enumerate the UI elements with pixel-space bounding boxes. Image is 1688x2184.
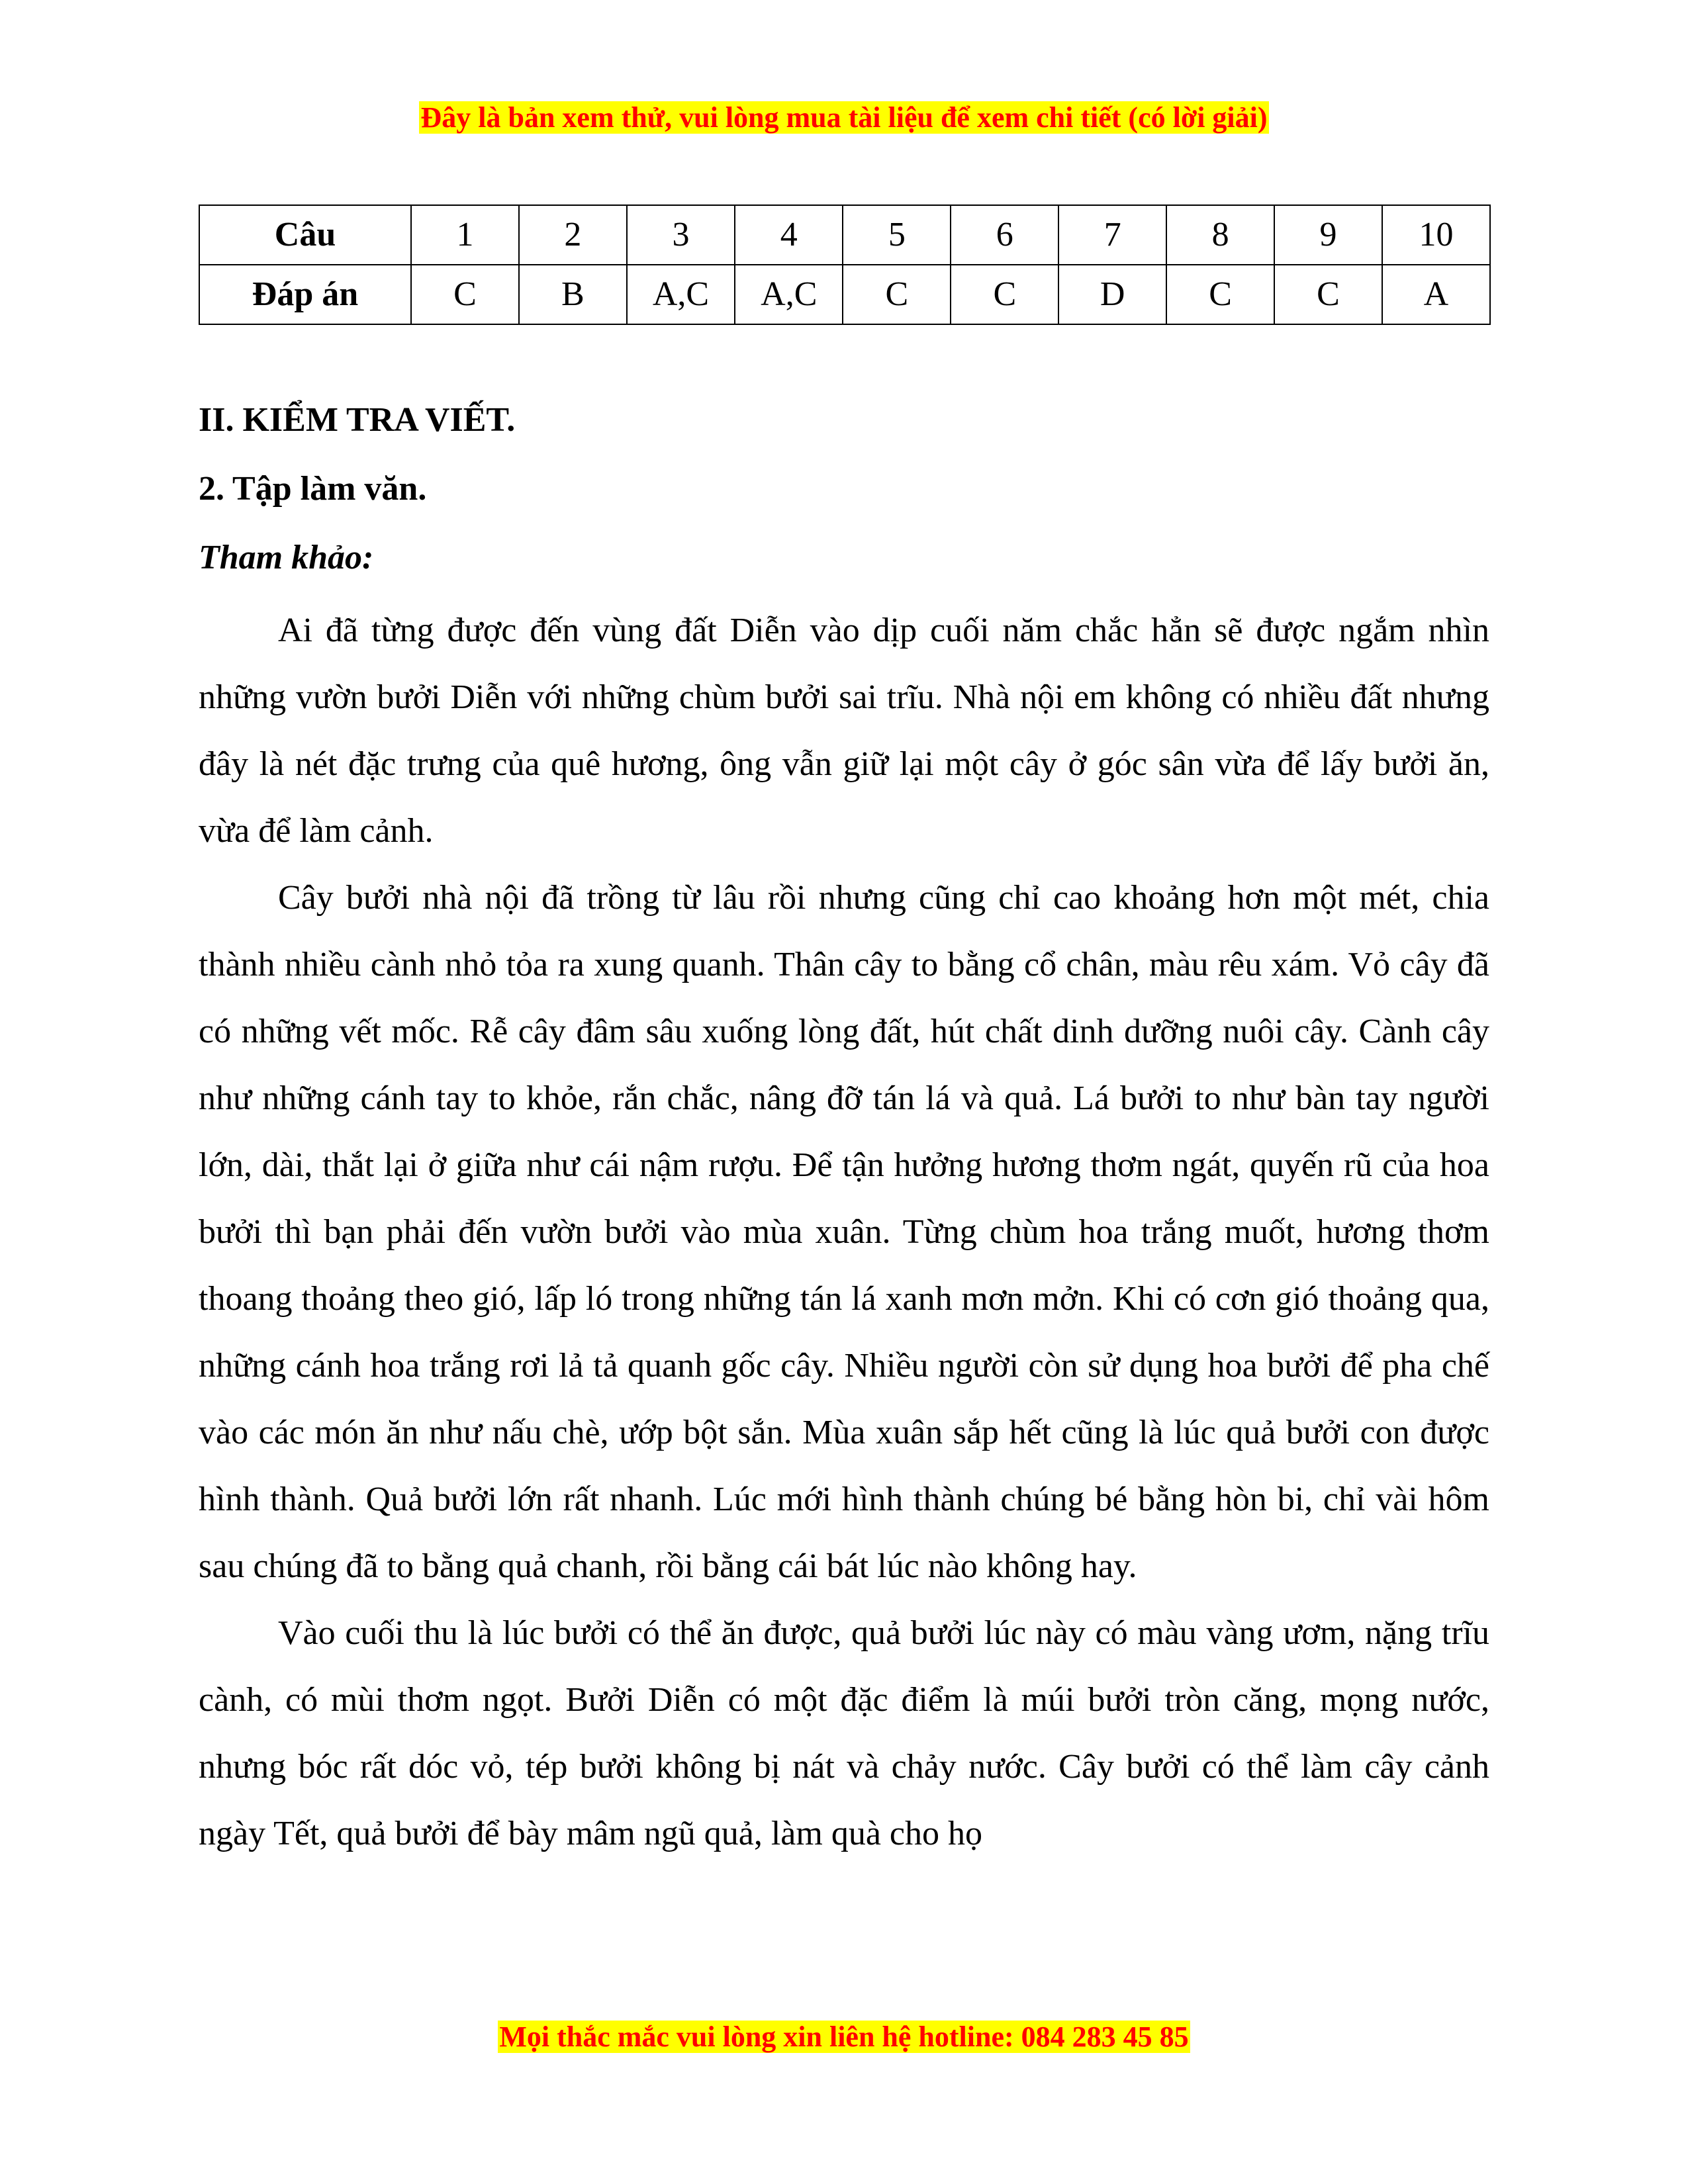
essay-paragraph: Vào cuối thu là lúc bưởi có thể ăn được, quả bưởi lúc này có màu vàng ươm, nặng trĩu cành, có mùi thơm ngọt. Bưởi Diễn có một đặc điểm là múi bưởi tròn căng, mọng nước, nhưng bóc rất dóc vỏ, tép bưởi không bị nát và chảy nước. Cây bưởi có thể làm cây cảnh ngày Tết, quả bưởi để bày mâm ngũ quả, làm quà cho họ — [199, 1614, 1489, 1852]
answer-value: C — [951, 265, 1058, 324]
subsection-title: 2. Tập làm văn. — [199, 470, 427, 508]
answer-value: C — [843, 265, 951, 324]
answer-table-answer-row — [199, 265, 1490, 324]
answer-value: B — [519, 265, 627, 324]
answer-value: C — [1166, 265, 1274, 324]
answer-value: A — [1382, 265, 1490, 324]
question-number: 3 — [627, 205, 735, 265]
question-number: 4 — [735, 205, 843, 265]
answer-value: A,C — [735, 265, 843, 324]
footer-notice — [0, 2019, 1688, 2056]
answer-table — [199, 205, 1491, 325]
essay-paragraph: Ai đã từng được đến vùng đất Diễn vào dịp cuối năm chắc hẳn sẽ được ngắm nhìn những vườn bưởi Diễn với những chùm bưởi sai trĩu. Nhà nội em không có nhiều đất nhưng đây là nét đặc trưng của quê hương, ông vẫn giữ lại một cây ở góc sân vừa để lấy bưởi ăn, vừa để làm cảnh. — [199, 612, 1489, 850]
question-number: 5 — [843, 205, 951, 265]
header-notice-text: Đây là bản xem thử, vui lòng mua tài liệu để xem chi tiết (có lời giải) — [420, 101, 1268, 134]
essay-paragraph: Cây bưởi nhà nội đã trồng từ lâu rồi nhưng cũng chỉ cao khoảng hơn một mét, chia thành nhiều cành nhỏ tỏa ra xung quanh. Thân cây to bằng cổ chân, màu rêu xám. Vỏ cây đã có những vết mốc. Rễ cây đâm sâu xuống lòng đất, hút chất dinh dưỡng nuôi cây. Cành cây như những cánh tay to khỏe, rắn chắc, nâng đỡ tán lá và quả. Lá bưởi to như bàn tay người lớn, dài, thắt lại ở giữa như cái nậm rượu. Để tận hưởng hương thơm ngát, quyến rũ của hoa bưởi thì bạn phải đến vườn bưởi vào mùa xuân. Từng chùm hoa trắng muốt, hương thơm thoang thoảng theo gió, lấp ló trong những tán lá xanh mơn mởn. Khi có cơn gió thoảng qua, những cánh hoa trắng rơi lả tả quanh gốc cây. Nhiều người còn sử dụng hoa bưởi để pha chế vào các món ăn như nấu chè, ướp bột sắn. Mùa xuân sắp hết cũng là lúc quả bưởi con được hình thành. Quả bưởi lớn rất nhanh. Lúc mới hình thành chúng bé bằng hòn bi, chỉ vài hôm sau chúng đã to bằng quả chanh, rồi bằng cái bát lúc nào không hay. — [199, 879, 1489, 1585]
question-number: 8 — [1166, 205, 1274, 265]
question-number: 2 — [519, 205, 627, 265]
question-number: 6 — [951, 205, 1058, 265]
question-row-label: Câu — [199, 205, 411, 265]
header-notice — [0, 99, 1688, 136]
question-number: 7 — [1058, 205, 1166, 265]
question-number: 9 — [1274, 205, 1382, 265]
answer-row-label: Đáp án — [199, 265, 411, 324]
answer-value: C — [1274, 265, 1382, 324]
answer-table-question-row — [199, 205, 1490, 265]
question-number: 10 — [1382, 205, 1490, 265]
essay-content — [199, 390, 1489, 1867]
answer-value: D — [1058, 265, 1166, 324]
footer-notice-text: Mọi thắc mắc vui lòng xin liên hệ hotline: 084 283 45 85 — [499, 2021, 1189, 2053]
reference-label: Tham khảo: — [199, 539, 374, 576]
question-number: 1 — [411, 205, 519, 265]
section-title: II. KIỂM TRA VIẾT. — [199, 401, 516, 439]
answer-value: A,C — [627, 265, 735, 324]
answer-value: C — [411, 265, 519, 324]
